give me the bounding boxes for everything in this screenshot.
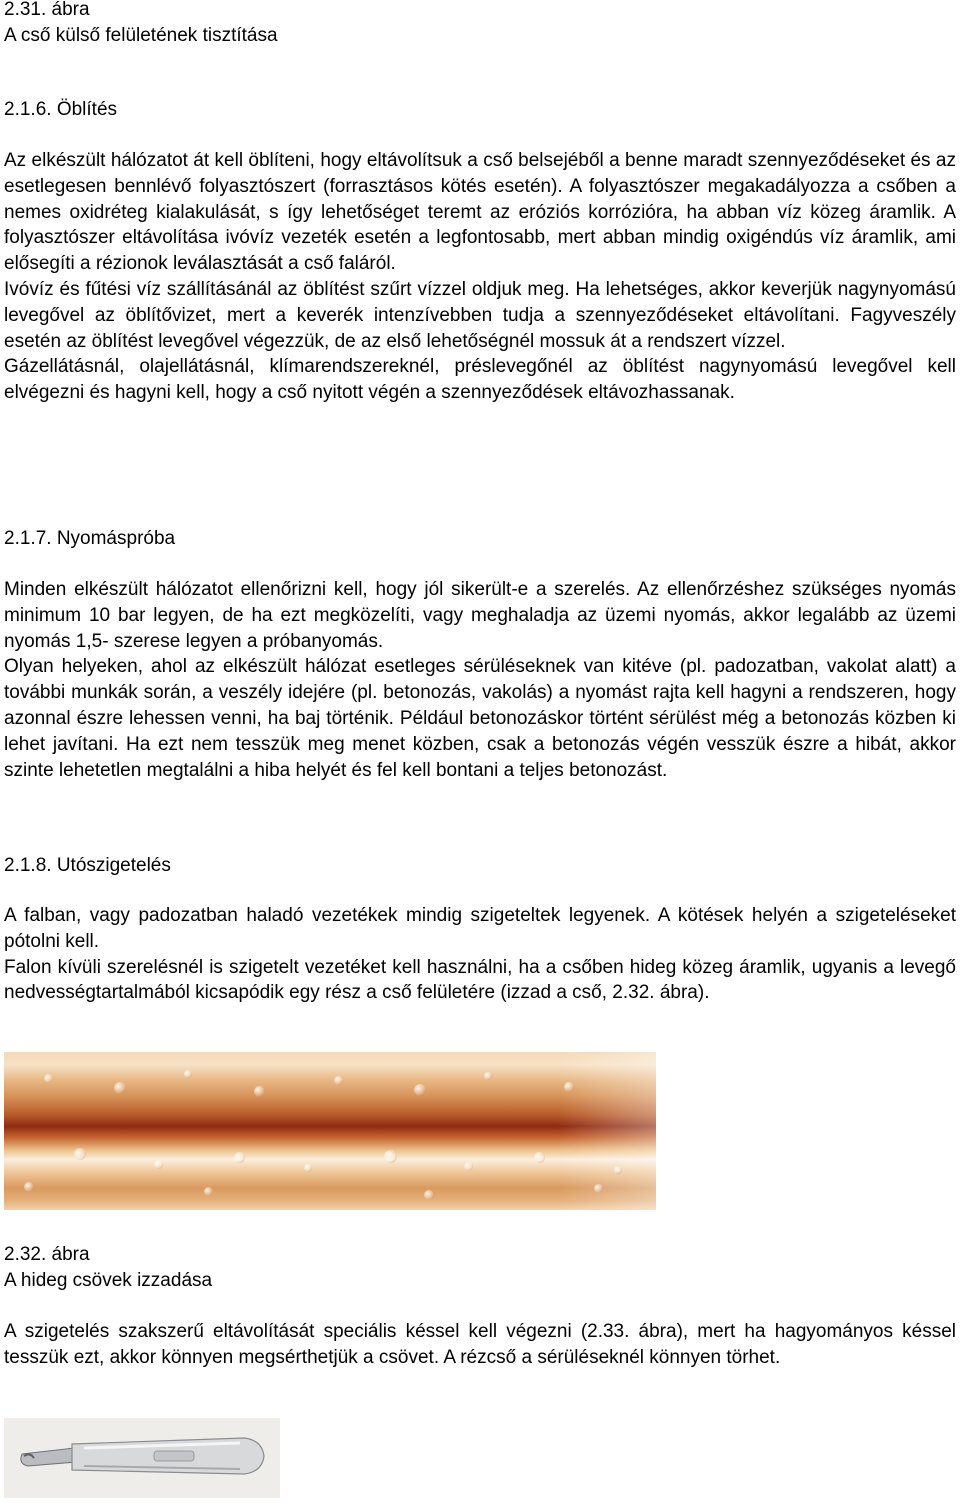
paragraph: Ivóvíz és fűtési víz szállításánál az öblítést szűrt vízzel oldjuk meg. Ha lehetséges, akkor keverjük nagynyomású levegővel az öblítővizet, mert a keverék intenzívebben tudja a szennyeződéseket eltávolítani. Fagyveszély esetén az öblítést levegővel végezzük, de az első lehetőségnél mossuk át a rendszert vízzel. — [4, 278, 956, 352]
section-heading: 2.1.6. Öblítés — [4, 99, 118, 120]
section-knife-body — [4, 1319, 956, 1371]
paragraph: Gázellátásnál, olajellátásnál, klímarendszereknél, préslevegőnél az öblítést nagynyomású levegővel kell elvégezni és hagyni kell, hogy a cső nyitott végén a szennyeződések eltávozhassanak. — [4, 356, 956, 404]
section-heading: 2.1.8. Utószigetelés — [4, 855, 171, 876]
paragraph: Falon kívüli szerelésnél is szigetelt vezetéket kell használni, ha a csőben hideg közeg áramlik, ugyanis a levegő nedvességtartalmából kicsapódik egy rész a cső felületére (izzad a cső, 2.32. ábra). — [4, 956, 956, 1004]
sweating-pipe-image — [4, 1052, 656, 1210]
figure-number: 2.32. ábra — [4, 1244, 90, 1265]
knife-icon — [4, 1418, 280, 1498]
figure-2-32-caption-block — [4, 1242, 956, 1294]
paragraph: Minden elkészült hálózatot ellenőrizni kell, hogy jól sikerült-e a szerelés. Az ellenőrzéshez szükséges nyomás minimum 10 bar legyen, de ha ezt megközelíti, vagy meghaladja az üzemi nyomás, akkor legalább az üzemi nyomás 1,5- szerese legyen a próbanyomás. — [4, 579, 956, 652]
paragraph: A szigetelés szakszerű eltávolítását speciális késsel kell végezni (2.33. ábra), mert ha hagyományos késsel tesszük ezt, akkor könnyen megsérthetjük a csövet. A rézcső a sérüléseknél könnyen törhet. — [4, 1321, 956, 1368]
paragraph: Olyan helyeken, ahol az elkészült hálózat esetleges sérüléseknek van kitéve (pl. padozatban, vakolat alatt) a további munkák során, a veszély idejére (pl. betonozás, vakolás) a nyomást rajta kell hagyni a rendszeren, hogy azonnal észre lehessen venni, ha baj történik. Például betonozáskor történt sérülést még a betonozás közben ki lehet javítani. Ha ezt nem tesszük meg menet közben, csak a betonozás végén vesszük észre a hibát, akkor szinte lehetetlen megtalálni a hiba helyét és fel kell bontani a teljes betonozást. — [4, 656, 956, 781]
section-2-1-6-body — [4, 148, 956, 406]
figure-caption: A hideg csövek izzadása — [4, 1269, 213, 1291]
section-heading: 2.1.7. Nyomáspróba — [4, 528, 176, 549]
section-2-1-8-body — [4, 903, 956, 1006]
paragraph: Az elkészült hálózatot át kell öblíteni, hogy eltávolítsuk a cső belsejéből a benne maradt szennyeződéseket és az esetlegesen bennlévő folyasztószert (forrasztásos kötés esetén). A folyasztószer megakadályozza a csőben a nemes oxidréteg kialakulását, s így lehetőséget teremt az eróziós korrózióra, ha abban víz közeg áramlik. A folyasztószer eltávolítása ivóvíz vezeték esetén a legfontosabb, mert abban mindig oxigéndús víz áramlik, ami elősegíti a rézionok leválasztását a cső faláról. — [4, 150, 956, 275]
figure-2-31-caption-block — [4, 0, 956, 49]
stripping-knife-image — [4, 1418, 280, 1498]
paragraph: A falban, vagy padozatban haladó vezetékek mindig szigeteltek legyenek. A kötések helyén a szigeteléseket pótolni kell. — [4, 905, 956, 952]
section-2-1-7-body — [4, 577, 956, 783]
figure-caption: A cső külső felületének tisztítása — [4, 24, 278, 46]
figure-number: 2.31. ábra — [4, 0, 90, 20]
